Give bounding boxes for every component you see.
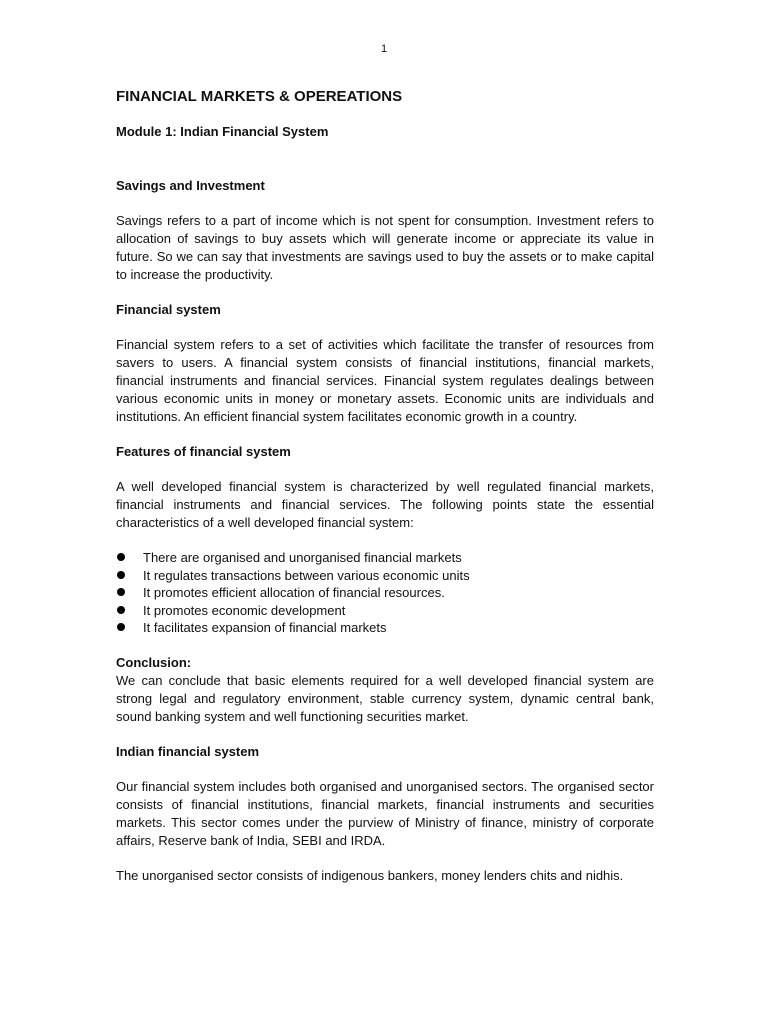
list-item bbox=[116, 567, 654, 585]
financial-system-heading: Financial system bbox=[116, 302, 221, 317]
list-item-text: There are organised and unorganised financial markets bbox=[143, 550, 462, 565]
list-item-text: It facilitates expansion of financial markets bbox=[143, 620, 387, 635]
document-title: FINANCIAL MARKETS & OPEREATIONS bbox=[116, 88, 403, 105]
module-heading: Module 1: Indian Financial System bbox=[116, 124, 329, 139]
conclusion-paragraph: We can conclude that basic elements required for a well developed financial system are strong legal and regulatory environment, stable currency system, dynamic central bank, sound banking system and well functioning securities market. bbox=[116, 672, 654, 724]
savings-heading: Savings and Investment bbox=[116, 178, 265, 193]
list-item-text: It promotes economic development bbox=[143, 602, 346, 618]
bullet-icon bbox=[117, 606, 125, 614]
features-bullet-list bbox=[116, 549, 654, 637]
list-item bbox=[116, 549, 654, 567]
page-number: 1 bbox=[380, 43, 388, 55]
document-body bbox=[116, 88, 654, 902]
features-paragraph: A well developed financial system is characterized by well regulated financial markets, financial instruments and financial services. The following points state the essential characteristics of a well developed financial system: bbox=[116, 479, 654, 530]
indian-paragraph-organised: Our financial system includes both organised and unorganised sectors. The organised sector consists of financial institutions, financial markets, financial instruments and securities markets. This sector comes under the purview of Ministry of finance, ministry of corporate affairs, Reserve bank of India, SEBI and IRDA. bbox=[116, 778, 654, 848]
indian-paragraph-unorganised: The unorganised sector consists of indigenous bankers, money lenders chits and nidhis. bbox=[116, 867, 624, 883]
financial-system-paragraph: Financial system refers to a set of activities which facilitate the transfer of resources from savers to users. A financial system consists of financial institutions, financial markets, financial instruments and financial services. Financial system regulates dealings between various economic units in money or monetary assets. Economic units are individuals and institutions. An efficient financial system facilitates economic growth in a country. bbox=[116, 337, 654, 424]
conclusion-section bbox=[116, 654, 654, 726]
bullet-icon bbox=[117, 588, 125, 596]
list-item bbox=[116, 619, 654, 637]
bullet-icon bbox=[117, 553, 125, 561]
list-item bbox=[116, 602, 654, 620]
savings-paragraph: Savings refers to a part of income which is not spent for consumption. Investment refers to allocation of savings to buy assets which will generate income or appreciate its value in future. So we can say that investments are savings used to buy the assets or to make capital to increase the productivity. bbox=[116, 213, 654, 282]
list-item-text: It regulates transactions between various economic units bbox=[143, 567, 470, 583]
bullet-icon bbox=[117, 623, 125, 631]
list-item bbox=[116, 584, 654, 602]
features-heading: Features of financial system bbox=[116, 444, 291, 459]
indian-financial-system-heading: Indian financial system bbox=[116, 743, 260, 759]
list-item-text: It promotes efficient allocation of financial resources. bbox=[143, 585, 445, 600]
bullet-icon bbox=[117, 571, 125, 579]
conclusion-heading: Conclusion: bbox=[116, 654, 192, 670]
